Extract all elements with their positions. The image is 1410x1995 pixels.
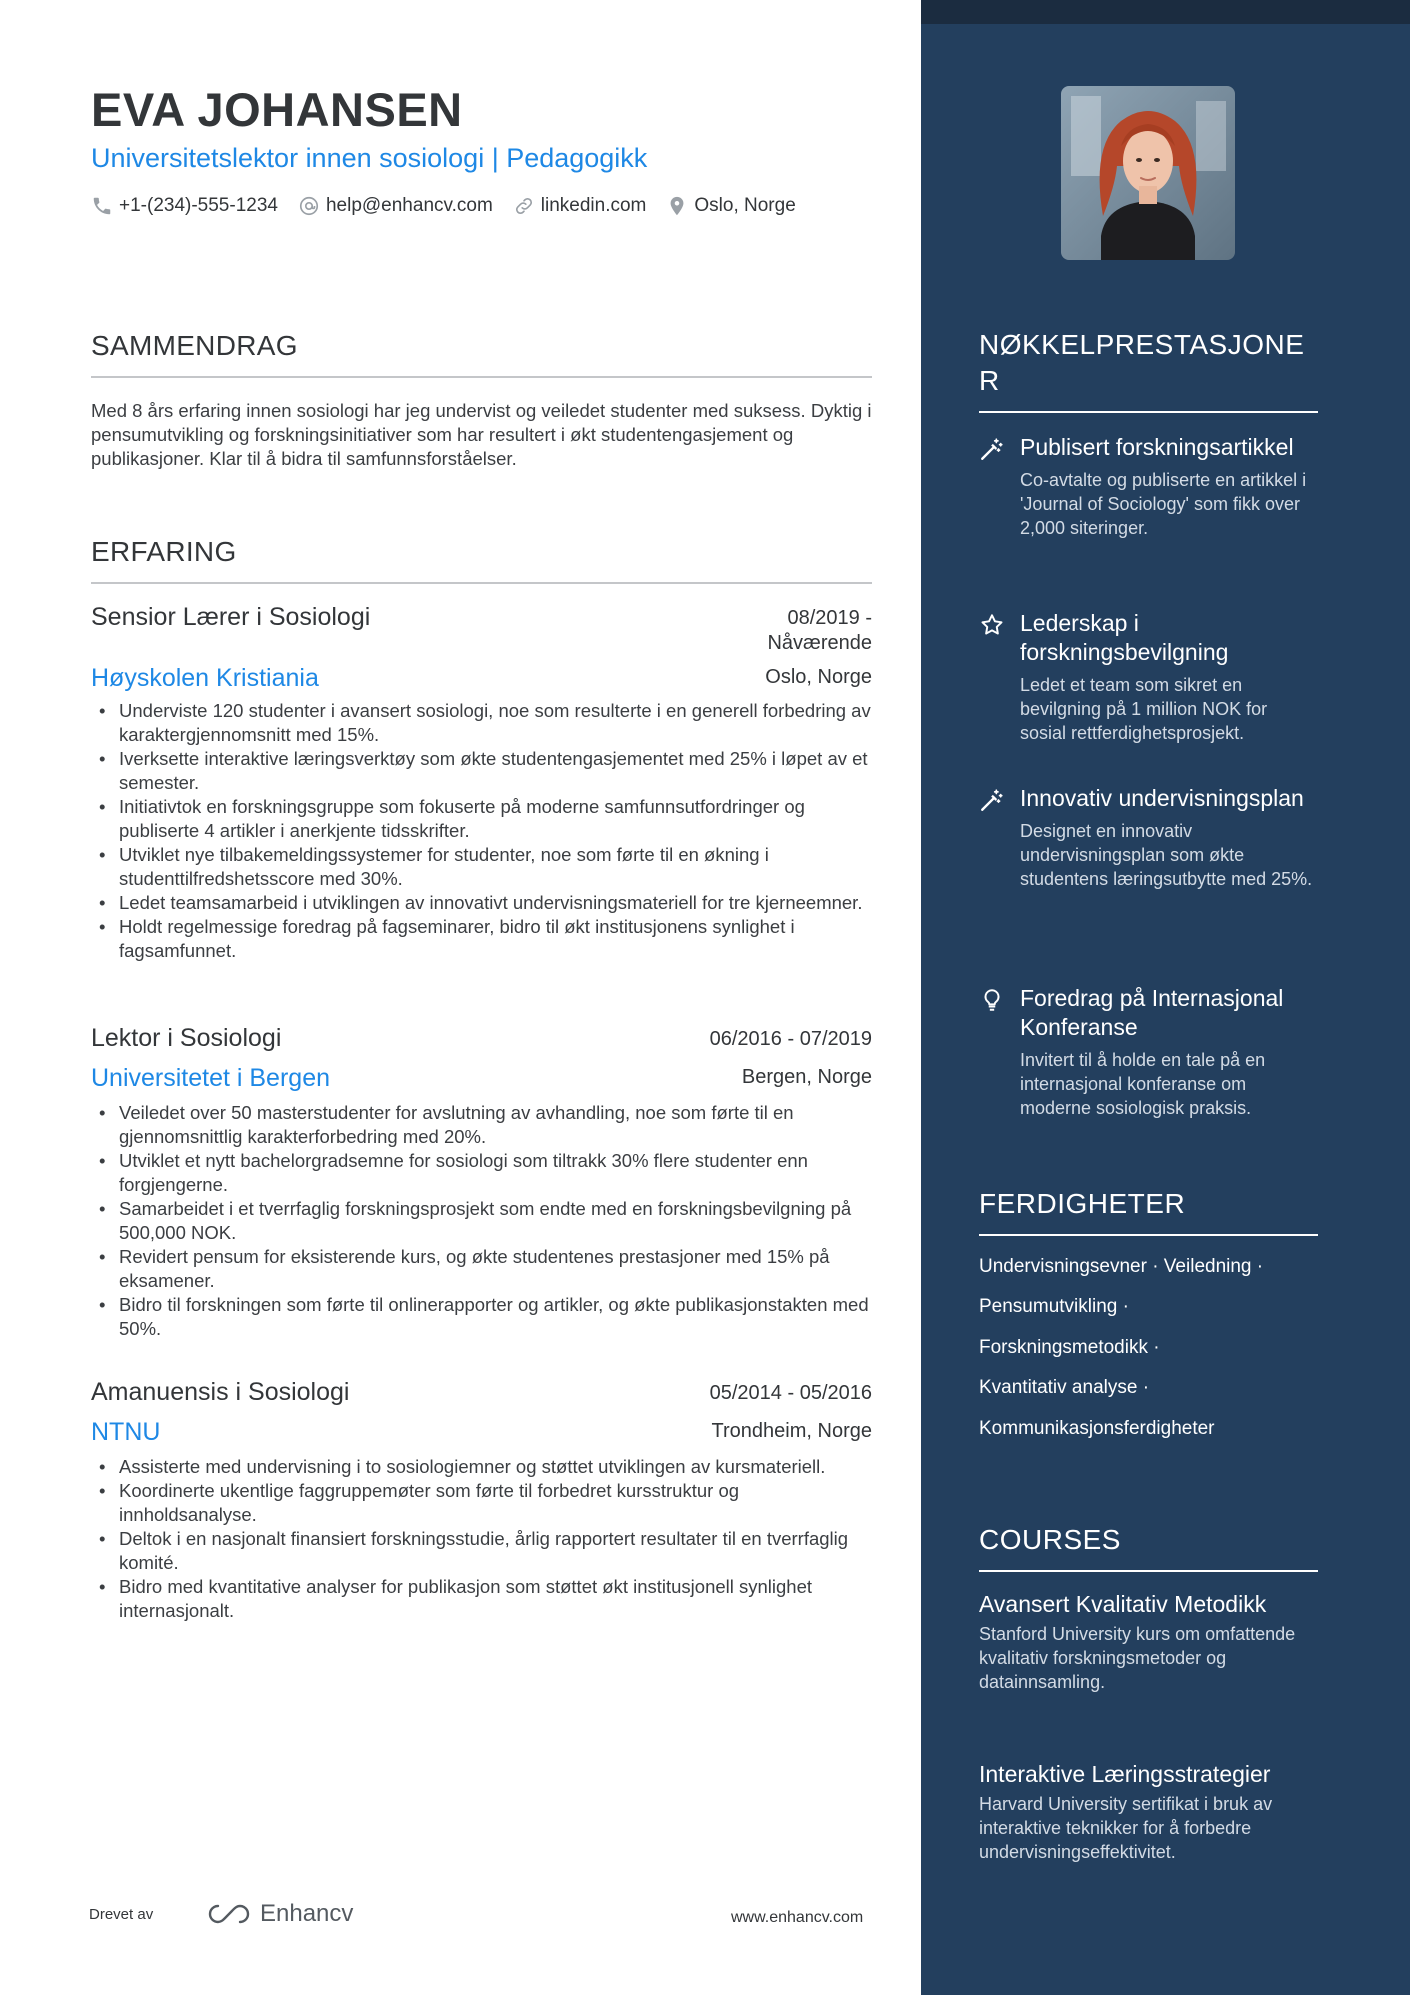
list-item: • Holdt regelmessige foredrag på fagseminarer, bidro til økt institusjonens synlighet i fagsamfunnet. xyxy=(91,915,872,963)
skill-line: Pensumutvikling · xyxy=(979,1296,1129,1317)
list-item: • Assisterte med undervisning i to sosiologiemner og støttet utviklingen av kursmateriell. xyxy=(91,1455,872,1479)
linkedin-text: linkedin.com xyxy=(540,195,647,216)
achievement-item xyxy=(979,433,1318,540)
contact-phone[interactable] xyxy=(91,195,278,217)
enhancv-logo-text: Enhancv xyxy=(260,1900,354,1927)
courses-heading: COURSES xyxy=(979,1522,1318,1572)
sidebar-top-bar xyxy=(921,0,1410,24)
footer-url[interactable]: www.enhancv.com xyxy=(731,1909,864,1926)
experience-heading: ERFARING xyxy=(91,536,872,584)
contact-linkedin[interactable] xyxy=(513,195,647,217)
achievement-desc: Ledet et team som sikret en bevilgning på 1 million NOK for sosial rettferdighetsprosjekt. xyxy=(1020,675,1268,743)
job-title: Amanuensis i Sosiologi xyxy=(91,1378,350,1406)
candidate-name: EVA JOHANSEN xyxy=(91,83,463,136)
job-company: Høyskolen Kristiania xyxy=(91,664,319,692)
contact-email[interactable] xyxy=(298,195,493,217)
achievement-title: Foredrag på Internasjonal Konferanse xyxy=(1020,985,1284,1040)
achievements-heading xyxy=(979,327,1318,413)
list-item: • Revidert pensum for eksisterende kurs, og økte studentenes prestasjoner med 15% på eksamener. xyxy=(91,1245,872,1293)
summary-text: Med 8 års erfaring innen sosiologi har jeg undervist og veiledet studenter med suksess. Dyktig i pensumutvikling og forskningsinitiativer som har resultert i økt studentengasjement og publikasjoner. Klar til å bidra til samfunnsforståelser. xyxy=(91,400,872,469)
achievement-item xyxy=(979,609,1318,745)
list-item: • Iverksette interaktive læringsverktøy som økte studentengasjementet med 25% i løpet av et semester. xyxy=(91,747,872,795)
star-icon xyxy=(979,612,1005,638)
job-company: Universitetet i Bergen xyxy=(91,1064,331,1092)
achievement-item xyxy=(979,784,1318,891)
skill-line: Kvantitativ analyse · xyxy=(979,1377,1150,1398)
list-item: • Bidro med kvantitative analyser for publikasjon som støttet økt institusjonell synlighet internasjonalt. xyxy=(91,1575,872,1623)
achievement-desc: Designet en innovativ undervisningsplan som økte studentens læringsutbytte med 25%. xyxy=(1020,821,1313,889)
job-location: Trondheim, Norge xyxy=(711,1420,872,1442)
course-item xyxy=(979,1760,1318,1864)
achievement-desc: Invitert til å holde en tale på en internasjonal konferanse om moderne sosiologisk praksis. xyxy=(1020,1050,1266,1118)
list-item: • Koordinerte ukentlige faggruppemøter som førte til forbedret kursstruktur og innholdsanalyse. xyxy=(91,1479,872,1527)
list-item: • Utviklet nye tilbakemeldingssystemer for studenter, noe som førte til en økning i studenttilfredshetsscore med 30%. xyxy=(91,843,872,891)
phone-text: +1-(234)-555-1234 xyxy=(119,195,278,216)
phone-icon xyxy=(91,195,113,217)
achievement-item xyxy=(979,984,1318,1120)
contact-location xyxy=(666,195,795,217)
course-title: Interaktive Læringsstrategier xyxy=(979,1761,1271,1787)
job-dates xyxy=(767,606,872,656)
job-bullets xyxy=(91,699,872,963)
lightbulb-icon xyxy=(979,987,1005,1013)
course-desc: Harvard University sertifikat i bruk av interaktive teknikker for å forbedre undervisningseffektivitet. xyxy=(979,1794,1273,1862)
achievement-title: Publisert forskningsartikkel xyxy=(1020,434,1294,460)
achievements-heading-line1: NØKKELPRESTASJONE xyxy=(979,329,1305,360)
list-item: • Utviklet et nytt bachelorgradsemne for sosiologi som tiltrakk 30% flere studenter enn forgjengerne. xyxy=(91,1149,872,1197)
location-pin-icon xyxy=(666,195,688,217)
enhancv-logo[interactable] xyxy=(206,1900,353,1928)
job-location: Oslo, Norge xyxy=(765,666,872,688)
job-bullets xyxy=(91,1455,872,1623)
list-item: • Ledet teamsamarbeid i utviklingen av innovativt undervisningsmateriell for tre kjerneemner. xyxy=(91,891,872,915)
skills-heading: FERDIGHETER xyxy=(979,1186,1318,1236)
achievement-desc: Co-avtalte og publiserte en artikkel i 'Journal of Sociology' som fikk over 2,000 siteringer. xyxy=(1020,470,1307,538)
course-desc: Stanford University kurs om omfattende kvalitativ forskningsmetoder og datainnsamling. xyxy=(979,1624,1296,1692)
job-title: Sensior Lærer i Sosiologi xyxy=(91,603,371,631)
location-text: Oslo, Norge xyxy=(694,195,796,216)
footer-powered-by: Drevet av xyxy=(89,1906,154,1923)
summary-heading: SAMMENDRAG xyxy=(91,330,872,378)
achievement-title: Lederskap i forskningsbevilgning xyxy=(1020,610,1229,665)
job-date-start: 08/2019 - xyxy=(787,607,872,629)
list-item: • Samarbeidet i et tverrfaglig forskningsprosjekt som endte med en forskningsbevilgning på 500,000 NOK. xyxy=(91,1197,872,1245)
link-icon xyxy=(513,195,535,217)
candidate-headline: Universitetslektor innen sosiologi | Pedagogikk xyxy=(91,143,648,173)
email-text: help@enhancv.com xyxy=(325,195,493,216)
course-item xyxy=(979,1590,1318,1694)
job-title: Lektor i Sosiologi xyxy=(91,1024,282,1052)
magic-wand-icon xyxy=(979,787,1005,813)
list-item: • Deltok i en nasjonalt finansiert forskningsstudie, årlig rapportert resultater til en tverrfaglig komité. xyxy=(91,1527,872,1575)
skill-line: Undervisningsevner · Veiledning · xyxy=(979,1256,1264,1277)
job-dates: 05/2014 - 05/2016 xyxy=(709,1382,872,1404)
achievement-title: Innovativ undervisningsplan xyxy=(1020,785,1304,811)
list-item: • Underviste 120 studenter i avansert sosiologi, noe som resulterte i en generell forbedring av karaktergjennomsnitt med 15%. xyxy=(91,699,872,747)
profile-photo-image xyxy=(1061,86,1235,260)
list-item: • Bidro til forskningen som førte til onlinerapporter og artikler, og økte publikasjonstakten med 50%. xyxy=(91,1293,872,1341)
skill-line: Kommunikasjonsferdigheter xyxy=(979,1418,1215,1439)
magic-wand-icon xyxy=(979,436,1005,462)
achievements-heading-line2: R xyxy=(979,365,1000,396)
job-bullets xyxy=(91,1101,872,1341)
list-item: • Veiledet over 50 masterstudenter for avslutning av avhandling, noe som førte til en gjennomsnittlig karakterforbedring med 20%. xyxy=(91,1101,872,1149)
job-company: NTNU xyxy=(91,1418,161,1446)
job-dates: 06/2016 - 07/2019 xyxy=(709,1028,872,1050)
at-icon xyxy=(298,195,320,217)
contact-bar xyxy=(91,195,796,217)
list-item: • Initiativtok en forskningsgruppe som fokuserte på moderne samfunnsutfordringer og publiserte 4 artikler i anerkjente tidsskrifter. xyxy=(91,795,872,843)
course-title: Avansert Kvalitativ Metodikk xyxy=(979,1591,1267,1617)
job-location: Bergen, Norge xyxy=(741,1066,872,1088)
enhancv-logo-icon xyxy=(206,1902,252,1926)
profile-photo xyxy=(1061,86,1235,260)
skill-line: Forskningsmetodikk · xyxy=(979,1337,1160,1358)
job-date-end: Nåværende xyxy=(767,632,872,654)
